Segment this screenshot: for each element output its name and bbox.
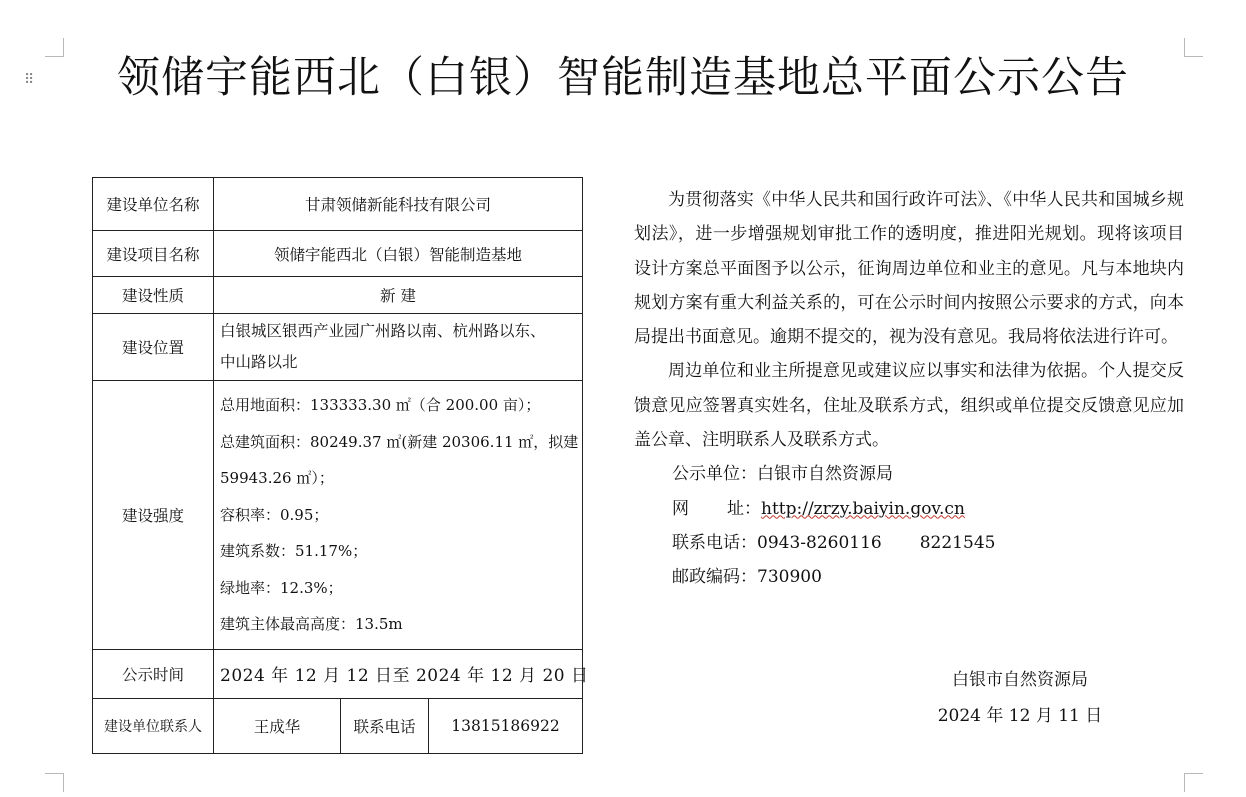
phone-label: 联系电话 — [341, 698, 429, 753]
project-info-table — [92, 177, 589, 754]
zip-label: 邮政编码： — [672, 567, 757, 588]
page-corner-mark-bottom-right — [1184, 773, 1203, 792]
strength-line: 容积率：0.95； — [220, 505, 329, 524]
project-label: 建设项目名称 — [93, 231, 214, 277]
zip-value: 730900 — [757, 567, 822, 588]
location-line: 白银城区银西产业园广州路以南、杭州路以东、 — [220, 322, 546, 340]
page-title: 领储宇能西北（白银）智能制造基地总平面公示公告 — [117, 53, 1129, 103]
publish-unit-line — [634, 457, 1184, 491]
signature-org: 白银市自然资源局 — [952, 670, 1088, 690]
contact-label-text: 建设单位联系人 — [104, 718, 202, 735]
unit-value: 甘肃领储新能科技有限公司 — [214, 178, 583, 231]
table-row-unit — [93, 178, 583, 231]
website-link[interactable]: http://zrzy.baiyin.gov.cn — [761, 498, 965, 519]
strength-line: 总建筑面积：80249.37 ㎡(新建 20306.11 ㎡，拟建 — [220, 432, 579, 451]
website-line — [634, 492, 1184, 526]
location-value — [214, 314, 583, 381]
page-corner-mark-bottom-left — [45, 773, 64, 792]
table-row-location — [93, 314, 583, 381]
website-label-a: 网 — [672, 498, 689, 519]
signature-block — [900, 662, 1140, 734]
strength-value — [214, 381, 583, 650]
notice-body — [634, 183, 1184, 595]
phone-number-1: 0943-8260116 — [757, 532, 882, 553]
phone-line — [634, 526, 1184, 560]
time-text: 2024 年 12 月 12 日至 2024 年 12 月 20 日 — [220, 666, 589, 686]
drag-handle-icon[interactable]: ⠿ — [24, 72, 34, 88]
zip-line — [634, 560, 1184, 594]
table-row-nature — [93, 277, 583, 314]
strength-line: 总用地面积：133333.30 ㎡（合 200.00 亩）； — [220, 396, 541, 414]
table-row-strength — [93, 381, 583, 650]
table-row-project — [93, 231, 583, 277]
contact-name: 王成华 — [214, 698, 341, 753]
strength-line: 建筑主体最高高度：13.5m — [220, 615, 403, 633]
publish-unit-label: 公示单位： — [672, 464, 757, 485]
strength-line: 59943.26 ㎡）； — [220, 469, 334, 487]
nature-label: 建设性质 — [93, 277, 214, 314]
table-row-time — [93, 649, 583, 698]
location-line: 中山路以北 — [220, 353, 298, 371]
strength-label: 建设强度 — [93, 381, 214, 650]
nature-value: 新 建 — [214, 277, 583, 314]
location-label: 建设位置 — [93, 314, 214, 381]
notice-paragraph-1: 为贯彻落实《中华人民共和国行政许可法》、《中华人民共和国城乡规划法》，进一步增强规划审批工作的透明度，推进阳光规划。现将该项目设计方案总平面图予以公示，征询周边单位和业主的意见。凡与本地块内规划方案有重大利益关系的，可在公示时间内按照公示要求的方式，向本局提出书面意见。逾期不提交的，视为没有意见。我局将依法进行许可。 — [634, 190, 1184, 348]
contact-label — [93, 698, 214, 753]
unit-label: 建设单位名称 — [93, 178, 214, 231]
signature-date: 2024 年 12 月 11 日 — [937, 706, 1103, 726]
project-value: 领储宇能西北（白银）智能制造基地 — [214, 231, 583, 277]
phone-number-2: 8221545 — [919, 532, 996, 553]
website-label-b: 址： — [727, 498, 761, 519]
phone-value: 13815186922 — [429, 698, 583, 753]
time-value — [214, 649, 589, 698]
table-row-contact — [93, 698, 583, 753]
publish-unit-value: 白银市自然资源局 — [757, 464, 893, 485]
strength-line: 绿地率：12.3%； — [220, 578, 343, 597]
phone-line-label: 联系电话： — [672, 532, 757, 553]
strength-line: 建筑系数：51.17%； — [220, 542, 368, 560]
notice-paragraph-2: 周边单位和业主所提意见或建议应以事实和法律为依据。个人提交反馈意见应签署真实姓名，住址及联系方式，组织或单位提交反馈意见应加盖公章、注明联系人及联系方式。 — [634, 361, 1184, 451]
time-label: 公示时间 — [93, 649, 214, 698]
